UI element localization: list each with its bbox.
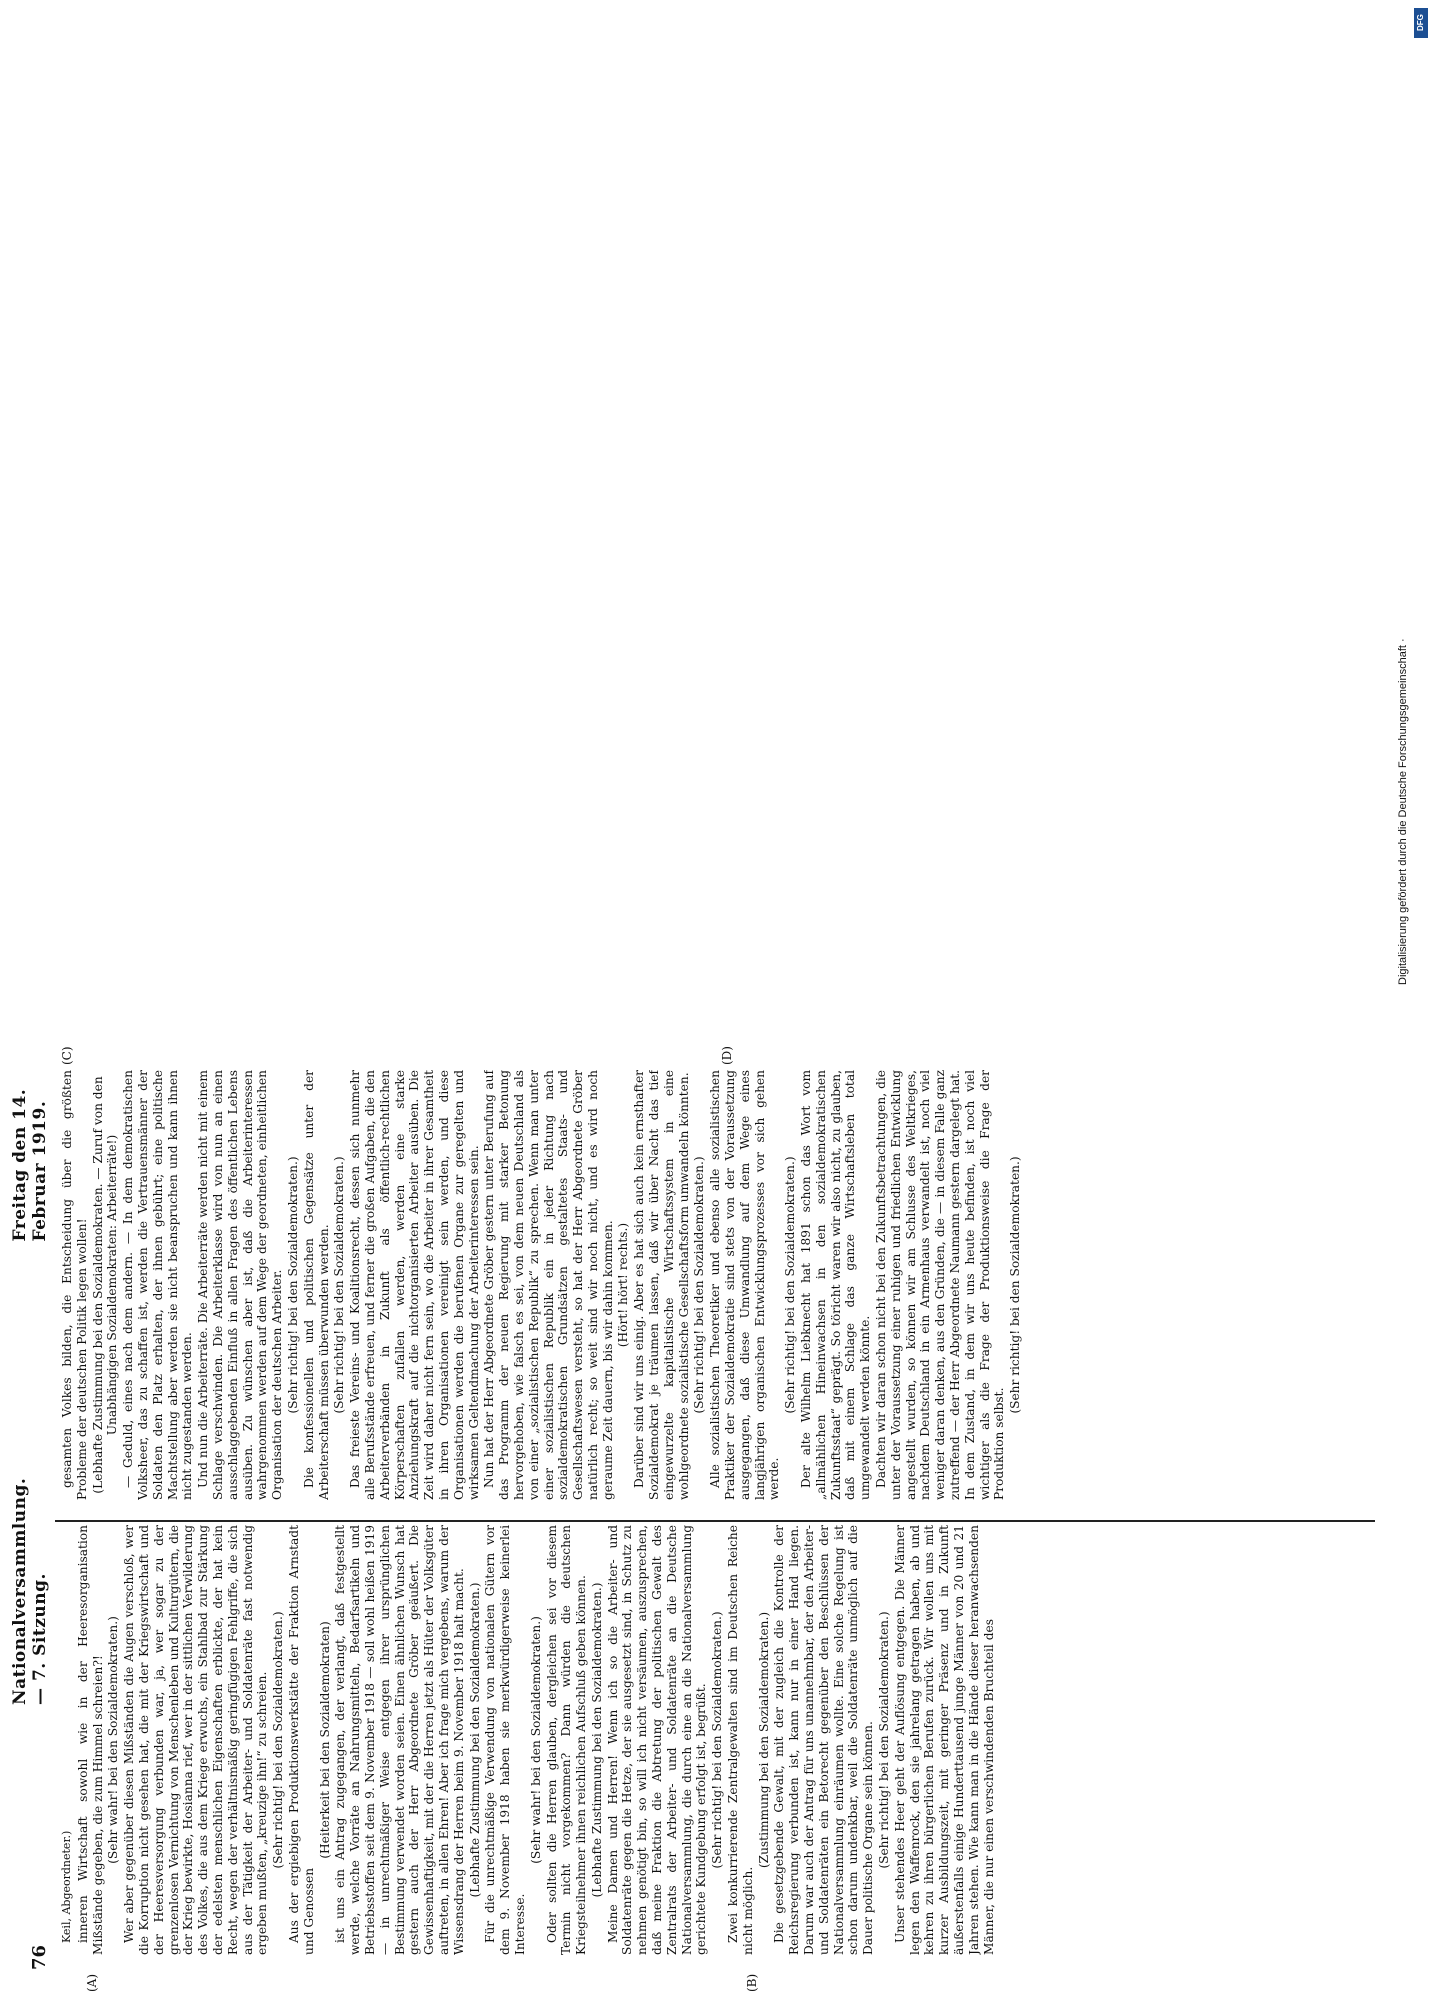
interjection: (Sehr richtig! bei den Sozialdemokraten.) (783, 1156, 798, 1414)
page-number: 76 (29, 1944, 50, 1970)
paragraph: Und nun die Arbeiterräte. Die Arbeiterräte werden nicht mit einem Schlage verschwinden. Die Arbeiterklasse wird von nun an einen ausschlaggebenden Einfluß in allen Fragen des öffentlichen Lebens ausüben. Zu wünschen aber ist, daß die Arbeiterinteressen wahrgenommen werden auf dem Wege der geordneten, einheitlichen Organisation der deutschen Arbeiter. (196, 1070, 285, 1500)
margin-label-a: (A) (85, 1973, 99, 1992)
paragraph: — Geduld, eines nach dem andern. — In dem demokratischen Volksheer, das zu schaffen ist, werden die Vertrauensmänner der Soldaten den Platz erhalten, der ihnen gebührt; eine politische Machtstellung aber werden sie nicht beanspruchen und kann ihnen nicht zugestanden werden. (121, 1070, 195, 1500)
paragraph: Unser stehendes Heer geht der Auflösung entgegen. Die Männer legen den Waffenrock, den sie jahrelang getragen haben, ab und kehren zu ihren bürgerlichen Berufen zurück. Wir wollen uns mit kurzer Ausbildungszeit, mit geringer Präsenz und in Zukunft äußerstenfalls einige Hunderttausend junge Männer von 20 und 21 Jahren stehen. Wie kann man in die Hände dieser heranwachsenden Männer, die nur einen verschwindenden Bruchteil des (892, 1525, 996, 1955)
paragraph: Oder sollten die Herren glauben, dergleichen sei vor diesem Termin nicht vorgekommen? Dann würden die deutschen Kriegsteilnehmer ihnen reichlichen Aufschluß geben können. (544, 1525, 589, 1955)
interjection: (Sehr richtig! bei den Sozialdemokraten.) (710, 1611, 725, 1869)
paragraph: Für die unrechtmäßige Verwendung von nationalen Gütern vor dem 9. November 1918 haben sie merkwürdigerweise keinerlei Interesse. (483, 1525, 527, 1955)
interjection: (Sehr richtig! bei den Sozialdemokraten.) (271, 1611, 286, 1869)
interjection: (Lebhafte Zustimmung bei den Sozialdemokraten. — Zuruf von den Unabhängigen Sozialdemokraten: Arbeiterräte!) (90, 1076, 120, 1494)
margin-label-d: (D) (720, 1046, 734, 1065)
paragraph: Wer aber gegenüber diesen Mißständen die Augen verschloß, wer die Korruption nicht gesehen hat, die mit der Kriegswirtschaft und der Heeresversorgung verbunden war, ja, wer sogar zu der grenzenlosen Vernichtung von Menschenleben und Kulturgütern, die der Krieg bewirkte, Hosianna rief, wer in der sittlichen Verwilderung des Volkes, die aus dem Kriege erwuchs, ein Stahlbad zur Stärkung der edelsten menschlichen Eigenschaften erblickte, der hat kein Recht, wegen der verhältnismäßig geringfügigen Fehlgriffe, die sich aus der Tätigkeit der Arbeiter- und Soldatenräte fast notwendig ergeben mußten, „kreuzige ihn!“ zu schreien. (122, 1525, 270, 1955)
paragraph: Das freieste Vereins- und Koalitionsrecht, dessen sich nunmehr alle Berufsstände erfreuen, und ferner die großen Aufgaben, die den Arbeiterverbänden in Zukunft als öffentlich-rechtlichen Körperschaften zufallen werden, werden eine starke Anziehungskraft auf die nichtorganisierten Arbeiter ausüben. Die Zeit wird daher nicht fern sein, wo die Arbeiter in ihrer Gesamtheit in ihren Organisationen vereinigt sein werden, und diese Organisationen werden die berufenen Organe zur geregelten und wirksamen Geltendmachung der Arbeiterinteressen sein. (348, 1070, 481, 1500)
paragraph: Darüber sind wir uns einig. Aber es hat sich auch kein ernsthafter Sozialdemokrat je träumen lassen, daß wir über Nacht das tief eingewurzelte kapitalistische Wirtschaftssystem in eine wohlgeordnete sozialistische Gesellschaftsform umwandeln könnten. (632, 1070, 691, 1500)
margin-label-c: (C) (60, 1046, 74, 1065)
paragraph: Aus der ergiebigen Produktionswerkstätte der Fraktion Arnstadt und Genossen (286, 1525, 316, 1955)
interjection: (Sehr richtig! bei den Sozialdemokraten.) (692, 1156, 707, 1414)
paragraph: gesamten Volkes bilden, die Entscheidung über die größten Probleme der deutschen Politik legen wollen! (60, 1070, 89, 1500)
paragraph: inneren Wirtschaft sowohl wie in der Heeresorganisation Mißstände gegeben, die zum Himmel schreien?! (75, 1525, 105, 1955)
interjection: (Zustimmung bei den Sozialdemokraten.) (756, 1611, 771, 1869)
paragraph: Meine Damen und Herren! Wenn ich so die Arbeiter- und Soldatenräte gegen die Hetze, der sie ausgesetzt sind, in Schutz zu nehmen genötigt bin, so will ich nicht versäumen, auszusprechen, daß meine Fraktion die Abtretung der politischen Gewalt des Zentralrats der Arbeiter- und Soldatenräte an die Deutsche Nationalversammlung, die durch eine an die Nationalversammlung gerichtete Kundgebung erfolgt ist, begrüßt. (605, 1525, 709, 1955)
interjection: (Lebhafte Zustimmung bei den Sozialdemokraten.) (467, 1582, 482, 1898)
paragraph: Die gesetzgebende Gewalt, mit der zugleich die Kontrolle der Reichsregierung verbunden ist, kann nur in einer Hand liegen. Darum war auch der Antrag für uns unannehmbar, der den Arbeiter- und Soldatenräten ein Betorecht gegenüber den Beschlüssen der Nationalversammlung einräumen wollte. Eine solche Regelung ist schon darum undenkbar, weil die Soldatenräte unmöglich auf die Dauer politische Organe sein können. (772, 1525, 876, 1955)
paragraph: Dachten wir daran schon nicht bei den Zukunftsbetrachtungen, die unter der Voraussetzung einer ruhigen und friedlichen Entwicklung angestellt wurden, so können wir am Schlusse des Weltkrieges, nachdem Deutschland in ein Armenhaus verwandelt ist, noch viel weniger daran denken, aus den Gründen, die — in diesem Falle ganz zutreffend — der Herr Abgeordnete Naumann gestern dargelegt hat. In dem Zustand, in dem wir uns heute befinden, ist noch viel wichtiger als die Frage der Produktionsweise die Frage der Produktion selbst. (874, 1070, 1007, 1500)
interjection: (Sehr richtig! bei den Sozialdemokraten.) (877, 1611, 892, 1869)
page-header (10, 1050, 50, 1970)
interjection: (Hört! hört! rechts.) (616, 1222, 631, 1348)
digitization-credit: Digitalisierung gefördert durch die Deutsche Forschungsgemeinschaft · (1397, 638, 1409, 985)
paragraph: Alle sozialistischen Theoretiker und ebenso alle sozialistischen Praktiker der Sozialdemokratie sind stets von der Voraussetzung ausgegangen, daß diese Umwandlung auf dem Wege eines langjährigen organischen Entwicklungsprozesses vor sich gehen werde. (708, 1070, 782, 1500)
left-running-title: Nationalversammlung. — 7. Sitzung. (10, 1477, 50, 1705)
interjection: (Sehr richtig! bei den Sozialdemokraten.) (1008, 1156, 1023, 1414)
column-divider (55, 1520, 1375, 1522)
paragraph: Zwei konkurrierende Zentralgewalten sind im Deutschen Reiche nicht möglich. (726, 1525, 755, 1955)
paragraph: ist uns ein Antrag zugegangen, der verlangt, daß festgestellt werde, welche Vorräte an Nahrungsmitteln, Bedarfsartikeln und Betriebsstoffen seit dem 9. November 1918 — soll wohl heißen 1919 — in unrechtmäßiger Weise entgegen ihrer ursprünglichen Bestimmung verwendet worden seien. Einen ähnlichen Wunsch hat gestern auch der Herr Abgeordnete Gröber geäußert. Die Gewissenhaftigkeit, mit der die Herren jetzt als Hüter der Volksgüter auftreten, in allen Ehren! Aber ich frage mich vergebens, warum der Wissensdrang der Herren beim 9. November 1918 halt macht. (333, 1525, 466, 1955)
right-text-column (60, 1070, 1360, 1500)
interjection: (Sehr wahr! bei den Sozialdemokraten.) (528, 1616, 543, 1864)
paragraph: Nun hat der Herr Abgeordnete Gröber gestern unter Berufung auf das Programm der neuen Regierung mit starker Betonung hervorgehoben, wie falsch es sei, von dem neuen Deutschland als von einer „sozialistischen Republik“ zu sprechen. Wenn man unter einer sozialistischen Republik ein in jeder Richtung nach sozialdemokratischen Grundsätzen gestaltetes Staats- und Gesellschaftswesen versteht, so hat der Herr Abgeordnete Gröber natürlich recht; so weit sind wir noch nicht, und es wird noch geraume Zeit dauern, bis wir dahin kommen. (482, 1070, 615, 1500)
interjection: (Lebhafte Zustimmung bei den Sozialdemokraten.) (589, 1582, 604, 1898)
interjection: (Sehr richtig! bei den Sozialdemokraten.) (285, 1156, 300, 1414)
speaker-label: Keil, Abgeordneter.) (60, 1830, 73, 1943)
page-content (0, 1045, 1400, 2000)
right-running-title: Freitag den 14. Februar 1919. (10, 1088, 50, 1242)
paragraph: Der alte Wilhelm Liebknecht hat 1891 schon das Wort vom „allmählichen Hineinwachsen in den sozialdemokratischen Zukunftsstaat“ geprägt. So töricht waren wir also nicht, zu glauben, daß mit einem Schlage das ganze Wirtschaftsleben total umgewandelt werden könnte. (799, 1070, 873, 1500)
left-text-column (60, 1525, 1360, 1955)
dfg-logo: DFG (1414, 8, 1428, 38)
interjection: (Sehr richtig! bei den Sozialdemokraten.) (332, 1156, 347, 1414)
paragraph: Die konfessionellen und politischen Gegensätze unter der Arbeiterschaft müssen überwunden werden. (301, 1070, 331, 1500)
margin-label-b: (B) (745, 1973, 759, 1992)
interjection: (Sehr wahr! bei den Sozialdemokraten.) (106, 1616, 121, 1864)
interjection: (Heiterkeit bei den Sozialdemokraten) (317, 1621, 332, 1859)
rotated-page (0, 1045, 1400, 2000)
